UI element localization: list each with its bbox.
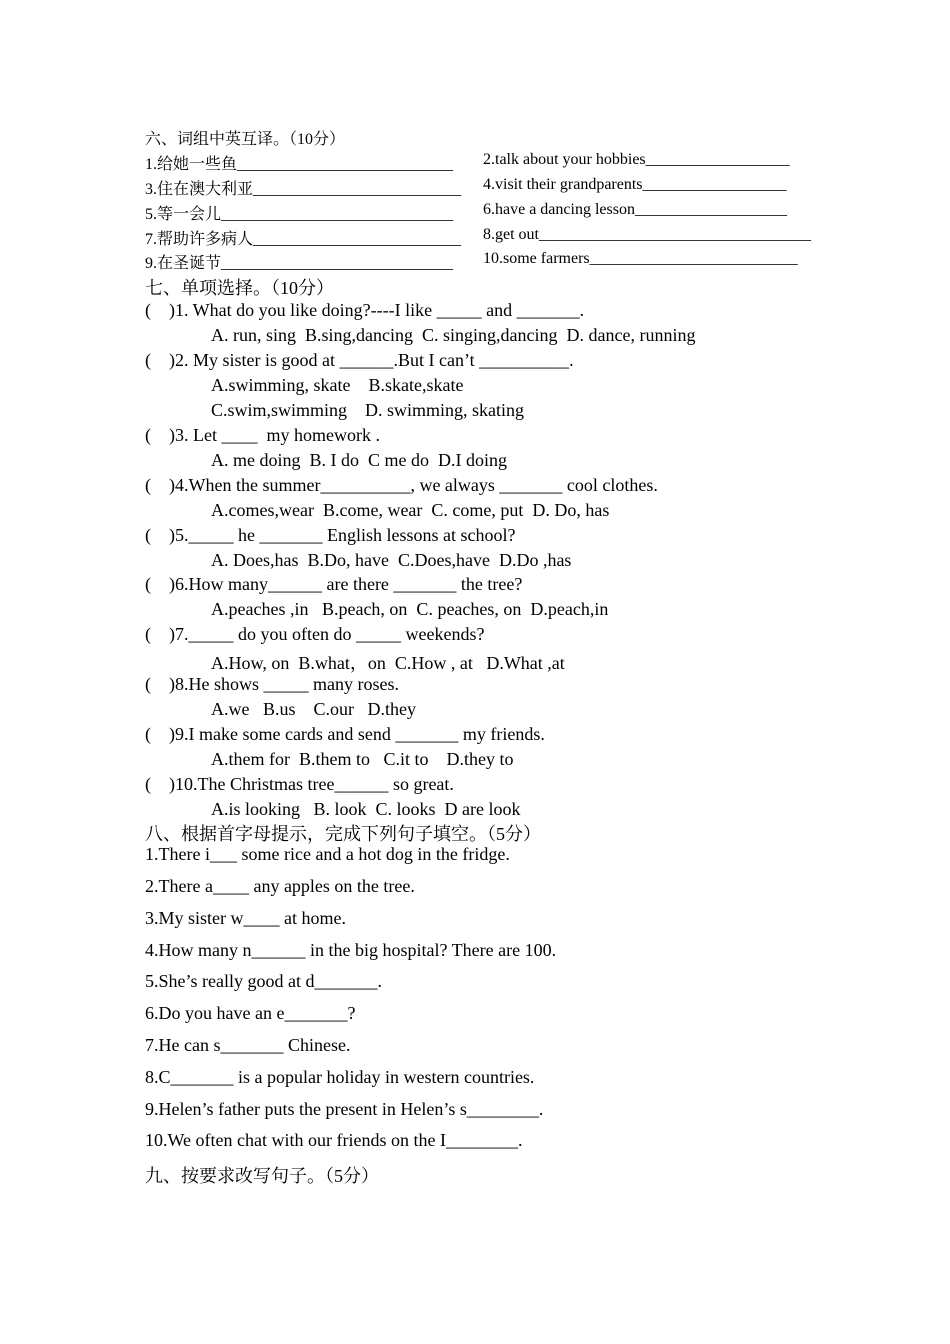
s8-item9: 9.Helen’s father puts the present in Helen’s s________. — [145, 1099, 544, 1119]
s7-q1-options: A. run, sing B.sing,dancing C. singing,dancing D. dance, running — [211, 325, 696, 345]
section9-heading: 九、按要求改写句子。（5分） — [145, 1166, 379, 1186]
s7-q9: ( )9.I make some cards and send _______ my friends. — [145, 724, 545, 744]
section8-heading: 八、根据首字母提示，完成下列句子填空。（5分） — [145, 824, 541, 844]
s7-q5: ( )5._____ he _______ English lessons at school? — [145, 525, 516, 545]
s6-row5-left: 9.在圣诞节_____________________________ — [145, 255, 454, 272]
s7-q7-options: A.How, on B.what，on C.How , at D.What ,at — [211, 653, 565, 673]
s7-q6: ( )6.How many______ are there _______ the tree? — [145, 574, 523, 594]
s7-q2-options-b: C.swim,swimming D. swimming, skating — [211, 400, 525, 420]
s7-q6-options: A.peaches ,in B.peach, on C. peaches, on D.peach,in — [211, 599, 609, 619]
s7-q8: ( )8.He shows _____ many roses. — [145, 674, 399, 694]
s7-q4: ( )4.When the summer__________, we always _______ cool clothes. — [145, 475, 658, 495]
s7-q8-options: A.we B.us C.our D.they — [211, 699, 416, 719]
s6-row1-left: 1.给她一些鱼___________________________ — [145, 156, 454, 173]
s7-q4-options: A.comes,wear B.come, wear C. come, put D. Do, has — [211, 500, 610, 520]
s7-q10-options: A.is looking B. look C. looks D are look — [211, 799, 521, 819]
s8-item2: 2.There a____ any apples on the tree. — [145, 876, 415, 896]
s7-q3: ( )3. Let ____ my homework . — [145, 425, 380, 445]
s8-item5: 5.She’s really good at d_______. — [145, 971, 382, 991]
s8-item7: 7.He can s_______ Chinese. — [145, 1035, 351, 1055]
s6-row4-left: 7.帮助许多病人__________________________ — [145, 231, 462, 248]
s6-row2-right: 4.visit their grandparents__________________ — [483, 176, 787, 193]
s8-item10: 10.We often chat with our friends on the I________. — [145, 1130, 523, 1150]
s7-q5-options: A. Does,has B.Do, have C.Does,have D.Do ,has — [211, 550, 572, 570]
section6-heading: 六、词组中英互译。（10分） — [145, 131, 346, 148]
s8-item8: 8.C_______ is a popular holiday in western countries. — [145, 1067, 535, 1087]
s6-row3-left: 5.等一会儿_____________________________ — [145, 206, 454, 223]
s8-item1: 1.There i___ some rice and a hot dog in the fridge. — [145, 844, 510, 864]
s7-q7: ( )7._____ do you often do _____ weekends? — [145, 624, 485, 644]
s8-item4: 4.How many n______ in the big hospital? There are 100. — [145, 940, 557, 960]
s6-row5-right: 10.some farmers__________________________ — [483, 250, 798, 267]
s8-item6: 6.Do you have an e_______? — [145, 1003, 356, 1023]
s7-q2-options-a: A.swimming, skate B.skate,skate — [211, 375, 464, 395]
s8-item3: 3.My sister w____ at home. — [145, 908, 346, 928]
s7-q9-options: A.them for B.them to C.it to D.they to — [211, 749, 514, 769]
s6-row1-right: 2.talk about your hobbies__________________ — [483, 151, 790, 168]
s7-q3-options: A. me doing B. I do C me do D.I doing — [211, 450, 507, 470]
section7-heading: 七、单项选择。（10分） — [145, 278, 334, 298]
s7-q10: ( )10.The Christmas tree______ so great. — [145, 774, 454, 794]
s6-row3-right: 6.have a dancing lesson___________________ — [483, 201, 787, 218]
s7-q2: ( )2. My sister is good at ______.But I can’t __________. — [145, 350, 574, 370]
s7-q1: ( )1. What do you like doing?----I like _____ and _______. — [145, 300, 585, 320]
s6-row2-left: 3.住在澳大利亚__________________________ — [145, 181, 462, 198]
s6-row4-right: 8.get out__________________________________ — [483, 226, 811, 243]
